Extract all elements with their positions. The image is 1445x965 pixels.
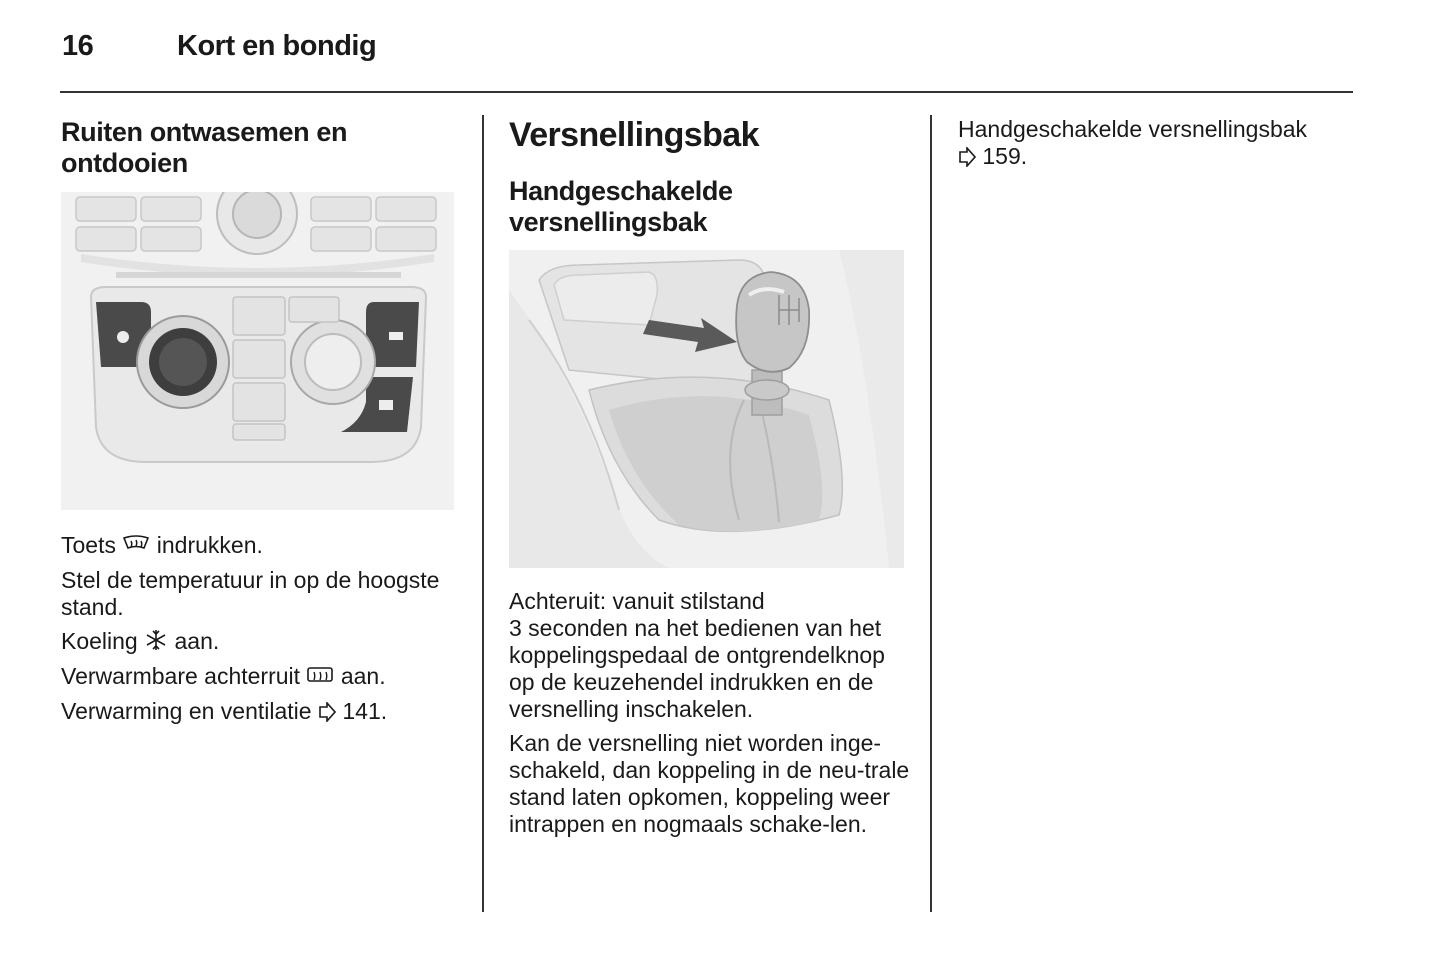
- section-heading-defrost: Ruiten ontwasemen en ontdooien: [61, 117, 348, 178]
- text-reverse-rest: 3 seconden na het bedienen van het koppelingspedaal de ontgrendelknop op de keuzehendel indrukken en de versnelling inschakelen.: [509, 615, 885, 722]
- gear-lever-illustration: [509, 250, 904, 568]
- page-header: [62, 30, 1352, 70]
- paragraph-reverse: [509, 588, 914, 723]
- text-cooling-after: aan.: [174, 628, 220, 654]
- windscreen-defrost-icon: [122, 534, 150, 562]
- paragraph-manual-gearbox-ref: [958, 116, 1348, 173]
- text-rear-before: Verwarmbare achterruit: [61, 663, 301, 689]
- page-number: 16: [62, 30, 94, 62]
- paragraph-rear-window: [61, 663, 461, 693]
- paragraph-gear-not-engaged: Kan de versnelling niet worden inge-schakeld, dan koppeling in de neu-trale stand laten opkomen, koppeling weer intrappen en nogmaals schake-len.: [509, 730, 910, 837]
- page-reference-arrow-icon: [958, 146, 976, 173]
- column-divider-2: [930, 115, 932, 912]
- climate-control-figure: [61, 192, 454, 510]
- text-manual-gearbox: Handgeschakelde versnellingsbak: [958, 116, 1308, 142]
- paragraph-heating: [61, 698, 471, 728]
- page-reference-arrow-icon: [318, 701, 336, 728]
- text-rear-after: aan.: [340, 663, 386, 689]
- paragraph-temperature: Stel de temperatuur in op de hoogste stand.: [61, 567, 440, 620]
- text-press-after: indrukken.: [156, 532, 263, 558]
- text-press-before: Toets: [61, 532, 116, 558]
- paragraph-cooling: [61, 628, 461, 658]
- chapter-title: Kort en bondig: [177, 30, 377, 62]
- subheading-manual-gearbox: Handgeschakelde versnellingsbak: [509, 176, 733, 237]
- text-reverse-line1: Achteruit: vanuit stilstand: [509, 588, 765, 614]
- column-divider-1: [482, 115, 484, 912]
- text-cooling-before: Koeling: [61, 628, 138, 654]
- section-title-gearbox: Versnellingsbak: [509, 116, 759, 154]
- page-reference-159[interactable]: 159.: [982, 143, 1028, 169]
- paragraph-press-button: [61, 532, 461, 562]
- text-heating-before: Verwarming en ventilatie: [61, 698, 312, 724]
- snowflake-icon: [144, 628, 168, 658]
- climate-control-illustration: [61, 192, 454, 510]
- page-reference-141[interactable]: 141.: [342, 698, 388, 724]
- header-rule: [60, 91, 1353, 93]
- gear-lever-figure: [509, 250, 904, 568]
- rear-window-heating-icon: [306, 665, 334, 693]
